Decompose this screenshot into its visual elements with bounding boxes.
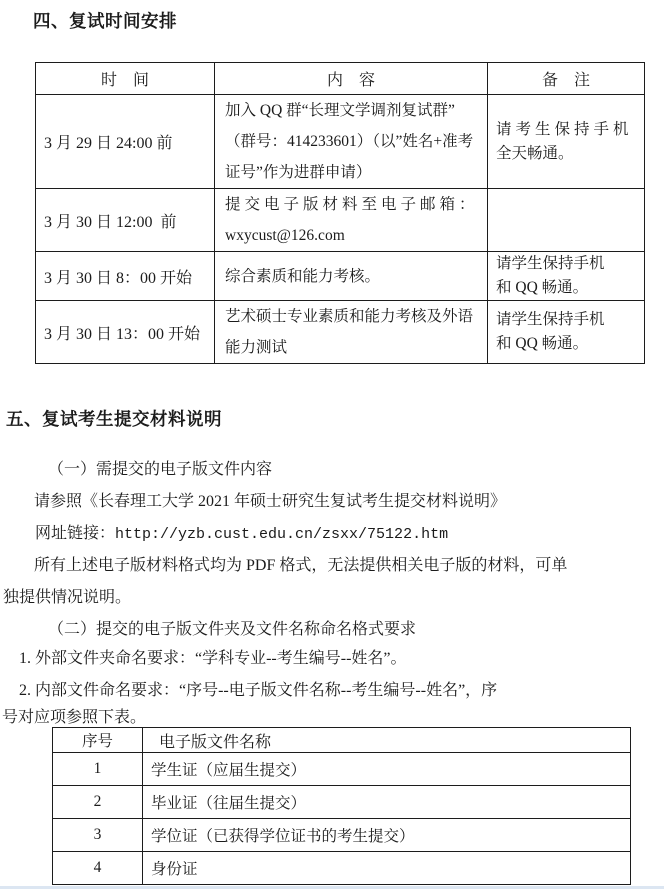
file-no: 4: [53, 852, 143, 885]
content-line: （群号：414233601）（以”姓名+准考: [225, 133, 474, 150]
email-text: wxycust@126.com: [225, 227, 345, 244]
schedule-content-2: [215, 189, 488, 252]
paragraph-subsection-1: （一）需提交的电子版文件内容: [48, 461, 273, 478]
paragraph-pdf-note-cont: 独提供情况说明。: [3, 589, 132, 606]
schedule-remark-1: [488, 95, 645, 189]
files-row-4: [53, 852, 631, 885]
section5-heading: 五、复试考生提交材料说明: [6, 409, 222, 429]
content-line: 提交电子版材料至电子邮箱：: [225, 196, 479, 213]
paragraph-reference: 请参照《长春理工大学 2021 年硕士研究生复试考生提交材料说明》: [34, 493, 507, 510]
remark-line: 请学生保持手机: [496, 255, 605, 272]
schedule-header-content: 内 容: [215, 63, 488, 95]
remark-line: 请考生保持手机: [496, 120, 633, 138]
schedule-row-3: [36, 252, 645, 301]
schedule-header-time: 时 间: [36, 63, 215, 95]
content-line: 加入 QQ 群“长理文学调剂复试群”: [225, 102, 455, 119]
schedule-time-4: 3 月 30 日 13：00 开始: [36, 301, 215, 364]
paragraph-pdf-note: 所有上述电子版材料格式均为 PDF 格式，无法提供相关电子版的材料，可单: [34, 557, 568, 574]
content-line: 能力测试: [225, 339, 288, 356]
file-name: 学生证（应届生提交）: [143, 753, 631, 786]
schedule-time-1: 3 月 29 日 24:00 前: [36, 95, 215, 189]
paragraph-url-line: [35, 523, 448, 546]
schedule-content-1: [215, 95, 488, 189]
url-label: 网址链接：: [35, 525, 116, 542]
schedule-row-4: [36, 301, 645, 364]
remark-line: 和 QQ 畅通。: [496, 335, 589, 352]
schedule-content-3: [215, 252, 488, 301]
url-link[interactable]: http://yzb.cust.edu.cn/zsxx/75122.htm: [115, 526, 449, 543]
content-line: 综合素质和能力考核。: [225, 267, 381, 285]
section4-heading: 四、复试时间安排: [33, 11, 177, 31]
file-no: 3: [53, 819, 143, 852]
schedule-content-4: [215, 301, 488, 364]
content-line: 证号”作为进群申请）: [225, 164, 372, 181]
paragraph-rule-2-cont: 号对应项参照下表。: [2, 709, 147, 726]
files-row-2: [53, 786, 631, 819]
schedule-header-remark: 备 注: [488, 63, 645, 95]
files-header-name: 电子版文件名称: [143, 728, 631, 753]
file-no: 2: [53, 786, 143, 819]
content-line: 艺术硕士专业素质和能力考核及外语: [225, 308, 474, 325]
schedule-time-3: 3 月 30 日 8：00 开始: [36, 252, 215, 301]
files-header-row: [53, 728, 631, 753]
file-name: 毕业证（往届生提交）: [143, 786, 631, 819]
paragraph-rule-2: 2. 内部文件命名要求：“序号--电子版文件名称--考生编号--姓名”，序: [19, 682, 498, 699]
schedule-time-2: 3 月 30 日 12:00 前: [36, 189, 215, 252]
files-row-1: [53, 753, 631, 786]
files-table: [52, 727, 631, 885]
paragraph-subsection-2: （二）提交的电子版文件夹及文件名称命名格式要求: [48, 621, 417, 638]
file-name: 学位证（已获得学位证书的考生提交）: [143, 819, 631, 852]
paragraph-rule-1: 1. 外部文件夹命名要求：“学科专业--考生编号--姓名”。: [19, 650, 407, 667]
files-row-3: [53, 819, 631, 852]
file-no: 1: [53, 753, 143, 786]
schedule-remark-4: [488, 301, 645, 364]
schedule-header-row: [36, 63, 645, 95]
files-header-no: 序号: [53, 728, 143, 753]
schedule-table: [35, 62, 645, 364]
file-name: 身份证: [143, 852, 631, 885]
schedule-row-1: [36, 95, 645, 189]
schedule-remark-3: [488, 252, 645, 301]
remark-line: 请学生保持手机: [496, 311, 605, 328]
remark-line: 和 QQ 畅通。: [496, 279, 589, 296]
remark-line: 全天畅通。: [496, 144, 574, 162]
schedule-row-2: [36, 189, 645, 252]
schedule-remark-2: [488, 189, 645, 252]
